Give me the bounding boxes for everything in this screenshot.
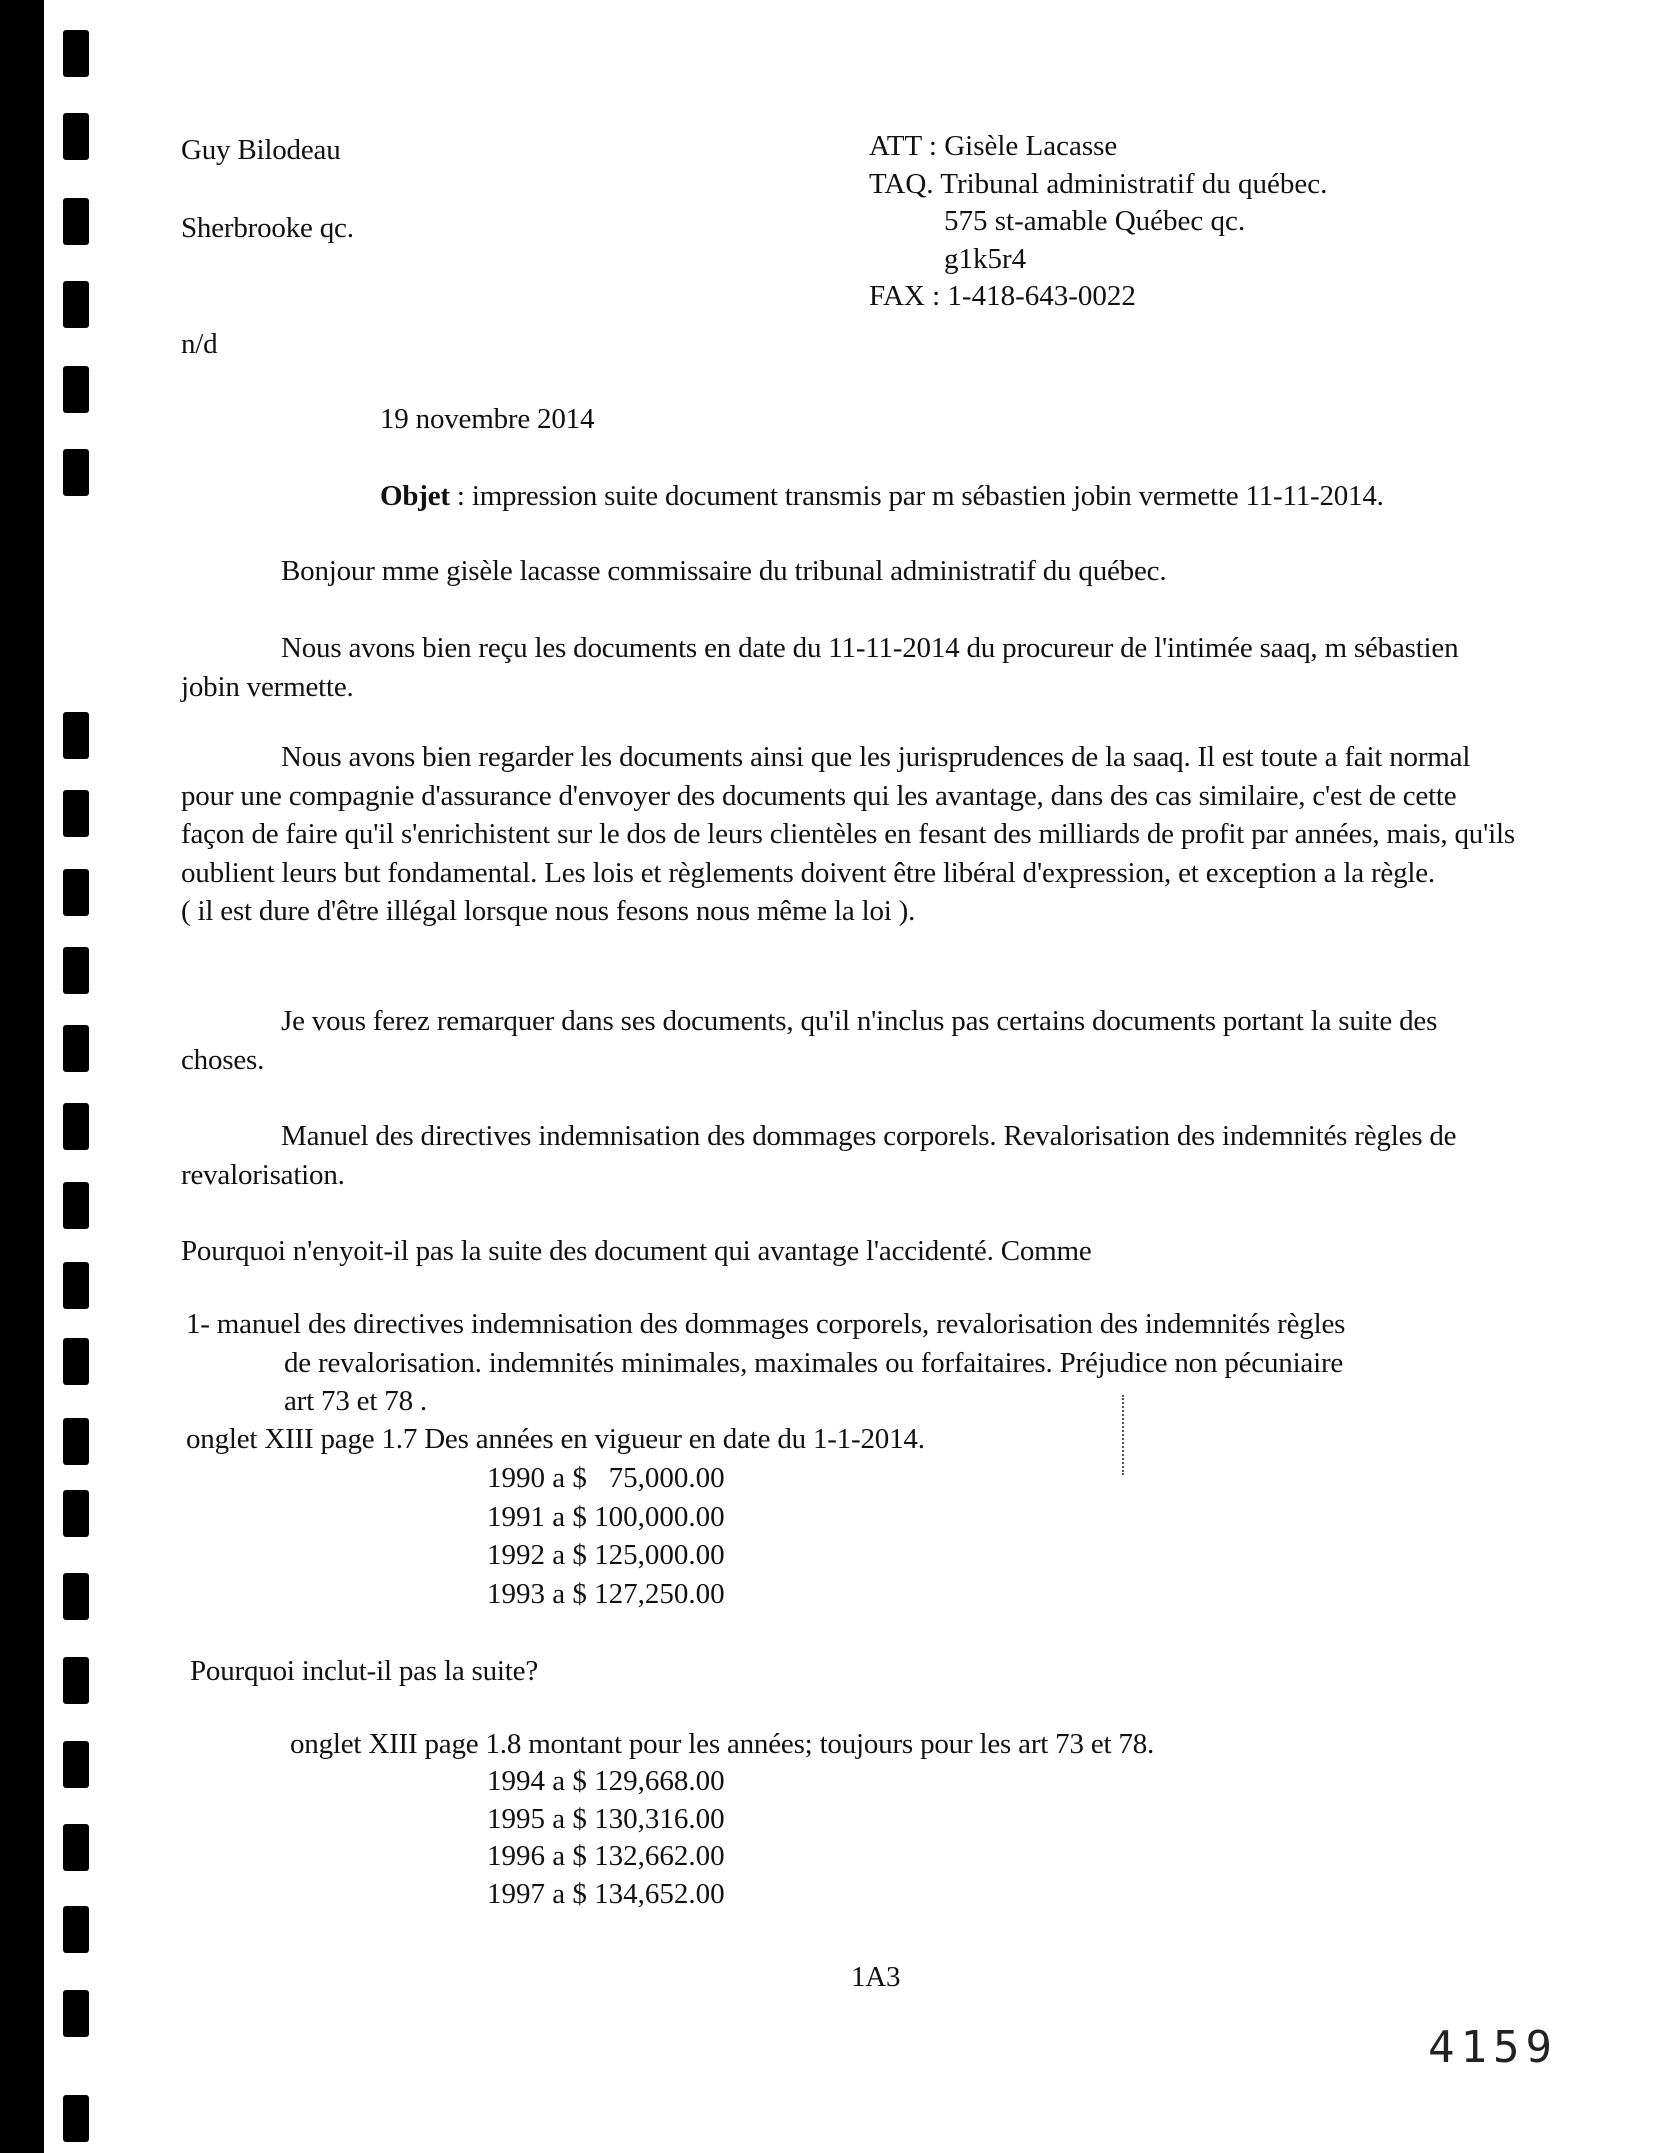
binding-mark xyxy=(63,1573,89,1620)
stamp-number: 4159 xyxy=(1428,2022,1558,2073)
binding-mark xyxy=(63,1657,89,1704)
sender-reference: n/d xyxy=(181,328,218,360)
paragraph-text: Manuel des directives indemnisation des dommages corporels. Revalorisation des indemnités règles de revalorisation. xyxy=(181,1120,1457,1191)
binding-mark xyxy=(63,1418,89,1465)
amount-row: 1990 a $ 75,000.00 xyxy=(487,1462,725,1494)
binding-mark xyxy=(63,1906,89,1953)
amount-row: 1996 a $ 132,662.00 xyxy=(487,1840,725,1872)
binding-mark xyxy=(63,1990,89,2037)
recipient-address: 575 st-amable Québec qc. xyxy=(944,205,1246,237)
binding-mark xyxy=(63,1262,89,1309)
paragraph-aside: ( il est dure d'être illégal lorsque nous fesons nous même la loi ). xyxy=(181,895,916,927)
question-two: Pourquoi inclut-il pas la suite? xyxy=(190,1655,538,1687)
binding-mark xyxy=(63,1025,89,1072)
binding-mark xyxy=(63,281,89,328)
paragraph-analysis xyxy=(181,738,1521,931)
paragraph-text: Je vous ferez remarquer dans ses documents, qu'il n'inclus pas certains documents portant la suite des choses. xyxy=(181,1005,1438,1076)
binding-marks xyxy=(63,0,89,2153)
scan-edge-band xyxy=(0,0,44,2153)
binding-mark xyxy=(63,869,89,916)
page-reference: 1A3 xyxy=(851,1961,901,1993)
binding-mark xyxy=(63,1490,89,1537)
list-item-line: art 73 et 78 . xyxy=(284,1385,427,1417)
binding-mark xyxy=(63,1338,89,1385)
binding-mark xyxy=(63,947,89,994)
letter-greeting: Bonjour mme gisèle lacasse commissaire du tribunal administratif du québec. xyxy=(281,555,1167,587)
binding-mark xyxy=(63,1103,89,1150)
binding-mark xyxy=(63,30,89,77)
sender-name: Guy Bilodeau xyxy=(181,134,341,166)
binding-mark xyxy=(63,113,89,160)
amount-row: 1994 a $ 129,668.00 xyxy=(487,1765,725,1797)
recipient-organization: TAQ. Tribunal administratif du québec. xyxy=(869,167,1328,200)
paragraph-manual xyxy=(181,1117,1521,1194)
amounts-list-1 xyxy=(487,1459,725,1613)
recipient-block xyxy=(869,128,1327,316)
binding-mark xyxy=(63,2095,89,2142)
binding-mark xyxy=(63,1824,89,1871)
tab-reference-1: onglet XIII page 1.7 Des années en vigueur en date du 1-1-2014. xyxy=(186,1423,925,1455)
amount-row: 1993 a $ 127,250.00 xyxy=(487,1577,725,1610)
question-one: Pourquoi n'enyoit-il pas la suite des document qui avantage l'accidenté. Comme xyxy=(181,1235,1092,1267)
binding-mark xyxy=(63,198,89,245)
amount-row: 1992 a $ 125,000.00 xyxy=(487,1539,725,1571)
recipient-attention: ATT : Gisèle Lacasse xyxy=(869,130,1118,162)
amount-row: 1991 a $ 100,000.00 xyxy=(487,1500,725,1533)
binding-mark xyxy=(63,366,89,413)
letter-subject xyxy=(380,477,1384,515)
sender-city: Sherbrooke qc. xyxy=(181,212,354,244)
list-item-line: de revalorisation. indemnités minimales, maximales ou forfaitaires. Préjudice non pécuniaire xyxy=(284,1346,1344,1379)
binding-mark xyxy=(63,449,89,496)
paragraph-remark xyxy=(181,1002,1521,1079)
recipient-postal-code: g1k5r4 xyxy=(944,242,1027,275)
binding-mark xyxy=(63,1182,89,1229)
tab-reference-2: onglet XIII page 1.8 montant pour les années; toujours pour les art 73 et 78. xyxy=(290,1728,1155,1760)
binding-mark xyxy=(63,790,89,837)
subject-text: : impression suite document transmis par m sébastien jobin vermette 11-11-2014. xyxy=(449,480,1384,512)
binding-mark xyxy=(63,1741,89,1788)
amounts-list-2 xyxy=(487,1763,725,1913)
paragraph-text: Nous avons bien reçu les documents en date du 11-11-2014 du procureur de l'intimée saaq, m sébastien jobin vermette. xyxy=(181,632,1459,703)
amount-row: 1995 a $ 130,316.00 xyxy=(487,1802,725,1835)
paragraph-text: Nous avons bien regarder les documents ainsi que les jurisprudences de la saaq. Il est toute a fait normal pour une compagnie d'assurance d'envoyer des documents qui les avantage, dans des cas similaire, c'est de cette façon de faire qu'il s'enrichistent sur le dos de leurs clientèles en fesant des milliards de profit par années, mais, qu'ils oublient leurs but fondamental. Les lois et règlements doivent être libéral d'expression, et exception a la règle. xyxy=(181,741,1515,889)
scan-artifact-dotted-line xyxy=(1122,1395,1124,1475)
recipient-fax: FAX : 1-418-643-0022 xyxy=(869,280,1136,312)
letter-date: 19 novembre 2014 xyxy=(380,403,595,435)
list-item-line: 1- manuel des directives indemnisation des dommages corporels, revalorisation des indemnités règles xyxy=(186,1308,1346,1340)
binding-mark xyxy=(63,712,89,759)
subject-label: Objet xyxy=(380,480,450,512)
paragraph-received xyxy=(181,629,1521,706)
amount-row: 1997 a $ 134,652.00 xyxy=(487,1877,725,1910)
list-item-1 xyxy=(186,1305,1556,1421)
